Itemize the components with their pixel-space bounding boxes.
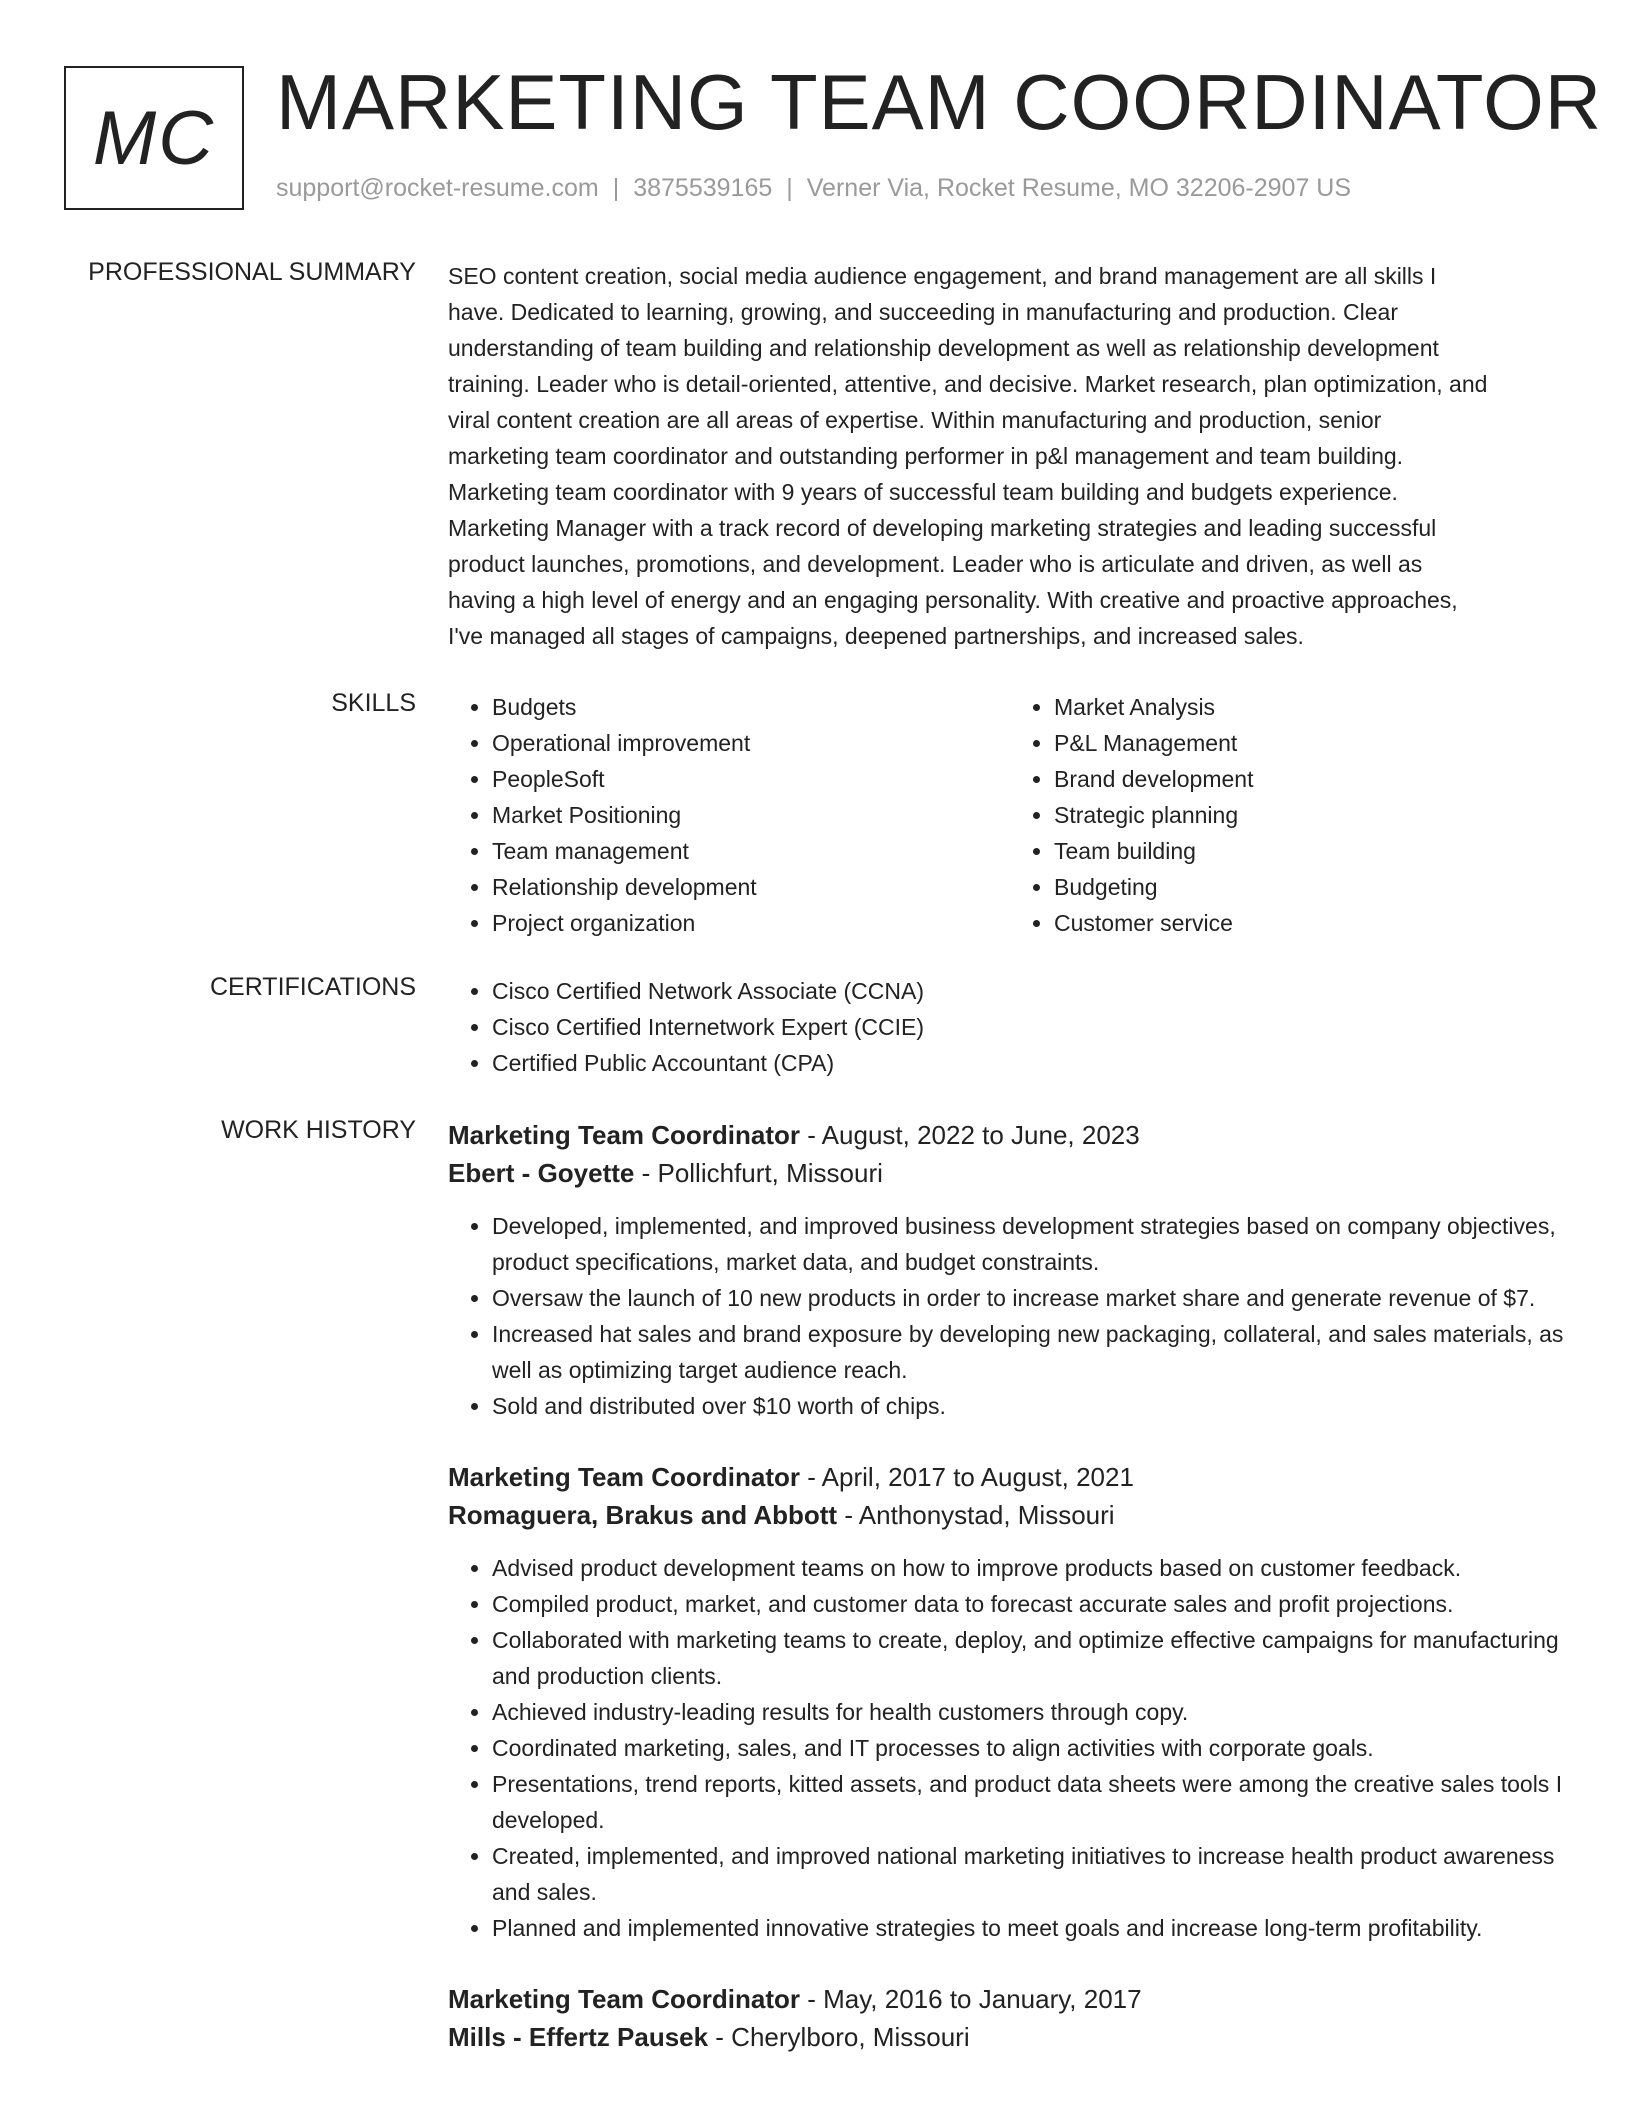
contact-phone[interactable]: 3875539165 — [633, 174, 773, 202]
job-bullets — [448, 1208, 1572, 1424]
skill-item: • Market Positioning — [492, 797, 1010, 833]
certifications-list — [448, 973, 1572, 1081]
job-bullets — [448, 1550, 1572, 1946]
job-bullet: • Presentations, trend reports, kitted assets, and product data sheets were among the creative sales tools I developed. — [492, 1766, 1572, 1838]
skills-heading: SKILLS — [331, 689, 416, 717]
job-company-line — [448, 2018, 1572, 2056]
job-location: - Anthonystad, Missouri — [837, 1500, 1115, 1530]
separator: | — [786, 174, 793, 202]
summary-line: SEO content creation, social media audience engagement, and brand management are all skills I — [448, 263, 1437, 289]
job-location: - Pollichfurt, Missouri — [634, 1158, 883, 1188]
skill-item: • Operational improvement — [492, 725, 1010, 761]
skills-body — [448, 689, 1572, 941]
skill-item: • Budgeting — [1054, 869, 1572, 905]
skill-item: • Brand development — [1054, 761, 1572, 797]
summary-line: viral content creation are all areas of expertise. Within manufacturing and production, senior — [448, 407, 1382, 433]
summary-line: marketing team coordinator and outstanding performer in p&l management and team building. — [448, 443, 1404, 469]
skill-item: • Market Analysis — [1054, 689, 1572, 725]
skill-item: • Team management — [492, 833, 1010, 869]
certification-item: • Certified Public Accountant (CPA) — [492, 1045, 1572, 1081]
job-location: - Cherylboro, Missouri — [708, 2022, 970, 2052]
summary-line: product launches, promotions, and development. Leader who is articulate and driven, as well as — [448, 551, 1423, 577]
skills-list-right — [1010, 689, 1572, 941]
skill-item: • Strategic planning — [1054, 797, 1572, 833]
contact-info — [276, 174, 1351, 203]
skills-list-left — [448, 689, 1010, 941]
job-bullet: • Achieved industry-leading results for health customers through copy. — [492, 1694, 1572, 1730]
job-title-line — [448, 1980, 1572, 2018]
certification-item: • Cisco Certified Network Associate (CCNA) — [492, 973, 1572, 1009]
summary-line: Marketing team coordinator with 9 years of successful team building and budgets experience. — [448, 479, 1398, 505]
job-entry — [448, 1980, 1572, 2056]
job-bullet: • Oversaw the launch of 10 new products in order to increase market share and generate revenue of $7. — [492, 1280, 1572, 1316]
skill-item: • Team building — [1054, 833, 1572, 869]
job-dates: - April, 2017 to August, 2021 — [800, 1462, 1134, 1492]
work-history-heading: WORK HISTORY — [221, 1116, 416, 1144]
summary-body — [448, 258, 1572, 654]
job-title: Marketing Team Coordinator — [448, 1120, 801, 1150]
summary-line: understanding of team building and relationship development as well as relationship development — [448, 335, 1439, 361]
summary-heading: PROFESSIONAL SUMMARY — [88, 258, 416, 286]
skill-item: • P&L Management — [1054, 725, 1572, 761]
job-title: Marketing Team Coordinator — [448, 1984, 801, 2014]
certification-item: • Cisco Certified Internetwork Expert (CCIE) — [492, 1009, 1572, 1045]
job-bullet: • Advised product development teams on how to improve products based on customer feedback. — [492, 1550, 1572, 1586]
summary-line: Marketing Manager with a track record of developing marketing strategies and leading successful — [448, 515, 1437, 541]
monogram-logo: MC — [64, 66, 244, 210]
job-company-line — [448, 1154, 1572, 1192]
certifications-body — [448, 973, 1572, 1081]
skill-item: • Customer service — [1054, 905, 1572, 941]
job-bullet: • Sold and distributed over $10 worth of chips. — [492, 1388, 1572, 1424]
job-company-line — [448, 1496, 1572, 1534]
job-dates: - August, 2022 to June, 2023 — [800, 1120, 1140, 1150]
job-title-line — [448, 1458, 1572, 1496]
contact-address: Verner Via, Rocket Resume, MO 32206-2907 US — [806, 174, 1352, 202]
certifications-heading: CERTIFICATIONS — [209, 973, 416, 1001]
job-bullet: • Increased hat sales and brand exposure by developing new packaging, collateral, and sales materials, as well as optimizing target audience reach. — [492, 1316, 1572, 1388]
job-bullet: • Compiled product, market, and customer data to forecast accurate sales and profit projections. — [492, 1586, 1572, 1622]
job-entry — [448, 1116, 1572, 1424]
separator: | — [612, 174, 620, 202]
summary-line: training. Leader who is detail-oriented, attentive, and decisive. Market research, plan optimization, and — [448, 371, 1488, 397]
skill-item: • Relationship development — [492, 869, 1010, 905]
summary-line: I've managed all stages of campaigns, deepened partnerships, and increased sales. — [448, 623, 1304, 649]
resume-title: MARKETING TEAM COORDINATOR — [276, 58, 1603, 146]
job-bullet: • Collaborated with marketing teams to create, deploy, and optimize effective campaigns for manufacturing and production clients. — [492, 1622, 1572, 1694]
skill-item: • PeopleSoft — [492, 761, 1010, 797]
job-bullet: • Planned and implemented innovative strategies to meet goals and increase long-term profitability. — [492, 1910, 1572, 1946]
skill-item: • Project organization — [492, 905, 1010, 941]
job-bullet: • Developed, implemented, and improved business development strategies based on company objectives, product specifications, market data, and budget constraints. — [492, 1208, 1572, 1280]
job-entry — [448, 1458, 1572, 1946]
job-title-line — [448, 1116, 1572, 1154]
job-company: Romaguera, Brakus and Abbott — [448, 1500, 838, 1530]
job-title: Marketing Team Coordinator — [448, 1462, 801, 1492]
job-bullet: • Created, implemented, and improved national marketing initiatives to increase health product awareness and sales. — [492, 1838, 1572, 1910]
job-bullet: • Coordinated marketing, sales, and IT processes to align activities with corporate goals. — [492, 1730, 1572, 1766]
job-dates: - May, 2016 to January, 2017 — [800, 1984, 1142, 2014]
job-company: Mills - Effertz Pausek — [448, 2022, 709, 2052]
skill-item: • Budgets — [492, 689, 1010, 725]
job-company: Ebert - Goyette — [448, 1158, 635, 1188]
work-history-body — [448, 1116, 1572, 2056]
summary-text — [448, 258, 1572, 654]
summary-line: having a high level of energy and an engaging personality. With creative and proactive approaches, — [448, 587, 1458, 613]
summary-line: have. Dedicated to learning, growing, and succeeding in manufacturing and production. Clear — [448, 299, 1398, 325]
contact-email[interactable]: support@rocket-resume.com — [276, 174, 599, 202]
